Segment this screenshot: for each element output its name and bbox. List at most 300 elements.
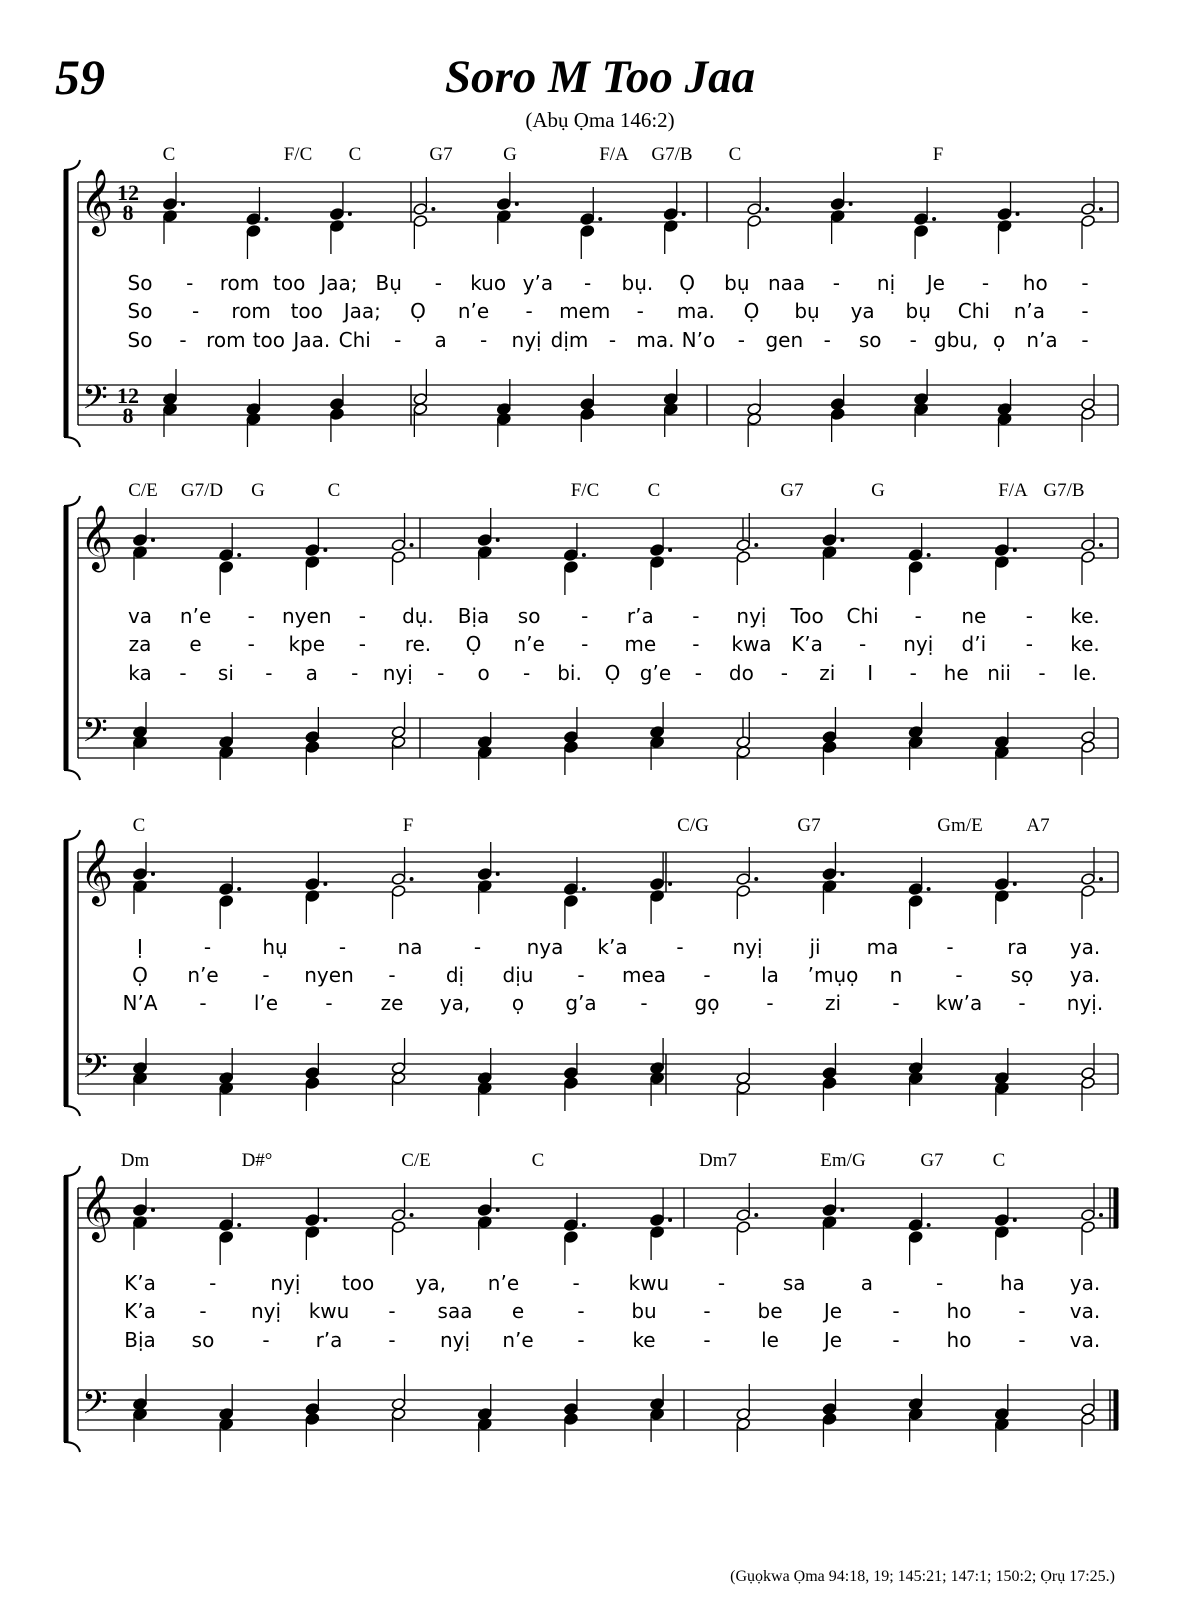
- note-head: [564, 1231, 579, 1244]
- chord-symbol: C/G: [677, 815, 709, 836]
- lyric-syllable: -: [265, 661, 273, 685]
- lyric-syllable: n’e: [179, 604, 212, 628]
- chord-symbol: Dm7: [699, 1150, 737, 1171]
- lyric-syllable: -: [247, 632, 255, 656]
- lyric-syllable: -: [358, 604, 366, 628]
- lyric-syllable: bụ: [794, 299, 820, 323]
- lyric-syllable: -: [577, 1328, 585, 1352]
- note-head: [305, 741, 320, 754]
- lyric-syllable: too: [341, 1271, 375, 1295]
- note-head: [1081, 741, 1096, 754]
- note-head: [1081, 1221, 1096, 1234]
- lyric-syllable: -: [1025, 632, 1034, 656]
- note-head: [747, 203, 762, 216]
- lyric-syllable: k’a: [597, 935, 628, 959]
- dot: [323, 882, 327, 886]
- lyric-syllable: -: [946, 935, 954, 959]
- note-head: [994, 878, 1009, 891]
- note-head: [650, 544, 665, 557]
- note-head: [564, 883, 579, 896]
- lyric-syllable: -: [892, 991, 900, 1015]
- lyric-syllable: -: [608, 328, 617, 352]
- lyric-syllable: -: [1025, 604, 1034, 628]
- time-signature-top: 12: [117, 383, 139, 408]
- lyric-syllable: -: [892, 1328, 900, 1352]
- lyric-syllable: K’a: [124, 1271, 156, 1295]
- dot: [151, 538, 155, 542]
- lyric-syllable: -: [437, 661, 445, 685]
- lyric-syllable: bu: [631, 1299, 657, 1323]
- lyric-syllable: ya: [850, 299, 875, 323]
- lyric-syllable: -: [179, 328, 187, 352]
- dot: [1099, 207, 1103, 211]
- note-head: [822, 1204, 837, 1217]
- lyric-syllable: -: [955, 963, 963, 987]
- note-head: [305, 1077, 320, 1090]
- chord-symbol: G7: [429, 144, 453, 165]
- dot: [237, 553, 241, 557]
- note-head: [246, 213, 261, 226]
- lyric-syllable: a: [434, 328, 447, 352]
- lyric-syllable: kwu: [308, 1299, 350, 1323]
- lyric-syllable: mem: [559, 299, 611, 323]
- lyric-syllable: Jaa.: [293, 328, 331, 352]
- lyric-syllable: kuo: [470, 271, 507, 295]
- dot: [668, 882, 672, 886]
- bracket-hook: [64, 1442, 80, 1452]
- note-head: [580, 225, 595, 238]
- lyric-syllable: rom: [231, 299, 271, 323]
- dot: [496, 538, 500, 542]
- lyric-syllable: -: [676, 935, 684, 959]
- note-head: [736, 873, 751, 886]
- lyric-syllable: o: [477, 661, 490, 685]
- lyric-syllable: -: [480, 328, 488, 352]
- note-head: [477, 534, 492, 547]
- note-head: [133, 1204, 148, 1217]
- system-2: [64, 480, 1118, 780]
- dot: [927, 553, 931, 557]
- lyric-syllable: -: [572, 1271, 580, 1295]
- note-head: [663, 208, 678, 221]
- lyric-syllable: ho: [1022, 271, 1048, 295]
- lyric-syllable: bụ: [724, 271, 750, 295]
- note-head: [736, 539, 751, 552]
- note-head: [914, 213, 929, 226]
- lyric-syllable: So: [127, 328, 153, 352]
- lyric-syllable: ji: [809, 935, 821, 959]
- note-head: [650, 878, 665, 891]
- dot: [932, 217, 936, 221]
- lyric-syllable: nyen: [304, 963, 354, 987]
- dot: [927, 887, 931, 891]
- note-head: [391, 539, 406, 552]
- dot: [348, 212, 352, 216]
- lyric-syllable: -: [703, 963, 711, 987]
- note-head: [997, 208, 1012, 221]
- lyric-syllable: ya.: [1069, 963, 1101, 987]
- lyric-syllable: -: [1081, 299, 1089, 323]
- lyric-syllable: kwu: [628, 1271, 670, 1295]
- lyric-syllable: ya.: [1069, 935, 1101, 959]
- lyric-syllable: ho: [946, 1299, 972, 1323]
- lyric-syllable: la: [761, 963, 779, 987]
- lyric-syllable: -: [909, 328, 917, 352]
- lyric-syllable: be: [757, 1299, 783, 1323]
- time-signature-bottom: 8: [122, 403, 134, 428]
- system-3: [64, 815, 1118, 1116]
- note-head: [908, 895, 923, 908]
- dot: [598, 217, 602, 221]
- lyric-syllable: -: [703, 1328, 711, 1352]
- lyric-syllable: n’e: [457, 299, 490, 323]
- chord-symbol: G: [871, 480, 885, 501]
- lyric-syllable: Ị: [137, 935, 143, 959]
- lyric-syllable: -: [203, 935, 212, 959]
- dot: [754, 1213, 758, 1217]
- note-head: [580, 213, 595, 226]
- note-head: [330, 408, 345, 421]
- note-head: [822, 1077, 837, 1090]
- lyric-syllable: -: [1018, 991, 1026, 1015]
- lyric-syllable: -: [1018, 1328, 1026, 1352]
- lyric-syllable: Bịa: [124, 1328, 156, 1352]
- chord-symbol: Gm/E: [937, 815, 983, 836]
- note-head: [391, 873, 406, 886]
- lyric-syllable: ma: [866, 935, 899, 959]
- dot: [264, 217, 268, 221]
- lyric-syllable: Ọ: [132, 963, 148, 987]
- note-head: [305, 1214, 320, 1227]
- note-head: [1081, 539, 1096, 552]
- note-head: [477, 1204, 492, 1217]
- bass-clef-icon: 𝄢: [82, 712, 108, 758]
- note-head: [908, 1231, 923, 1244]
- note-head: [564, 741, 579, 754]
- dot: [151, 872, 155, 876]
- chord-symbol: G7: [780, 480, 804, 501]
- lyric-syllable: l’e: [253, 991, 279, 1015]
- dot: [1013, 548, 1017, 552]
- lyric-syllable: Chi: [957, 299, 990, 323]
- lyric-syllable: so: [517, 604, 541, 628]
- lyric-syllable: nyị.: [1066, 991, 1104, 1015]
- note-head: [908, 549, 923, 562]
- lyric-syllable: -: [981, 271, 990, 295]
- note-head: [391, 1209, 406, 1222]
- lyric-syllable: -: [1018, 1299, 1026, 1323]
- treble-clef-icon: 𝄞: [80, 839, 114, 904]
- chord-symbol: G7: [920, 1150, 944, 1171]
- lyric-syllable: g’e: [639, 661, 672, 685]
- chord-symbol: Em/G: [820, 1150, 866, 1171]
- lyric-syllable: so: [191, 1328, 215, 1352]
- dot: [927, 1223, 931, 1227]
- lyric-syllable: Je: [823, 1299, 843, 1323]
- note-head: [413, 203, 428, 216]
- lyric-syllable: -: [577, 963, 585, 987]
- bracket-hook: [64, 437, 80, 447]
- lyric-syllable: rom: [219, 271, 260, 295]
- lyric-syllable: sa: [782, 1271, 806, 1295]
- dot: [151, 1208, 155, 1212]
- note-head: [391, 885, 406, 898]
- lyric-syllable: -: [584, 271, 592, 295]
- note-head: [830, 408, 845, 421]
- lyric-syllable: bụ: [905, 299, 931, 323]
- note-head: [747, 215, 762, 228]
- note-head: [1081, 203, 1096, 216]
- lyric-syllable: nyị: [732, 935, 763, 959]
- lyric-syllable: ọ: [511, 991, 525, 1015]
- dot: [1013, 1218, 1017, 1222]
- lyric-syllable: -: [694, 661, 703, 685]
- lyric-syllable: n’e: [502, 1328, 534, 1352]
- lyric-syllable: hụ: [262, 935, 288, 959]
- note-head: [908, 561, 923, 574]
- chord-symbol: G7: [797, 815, 821, 836]
- note-head: [219, 883, 234, 896]
- chord-symbol: C: [327, 480, 341, 501]
- lyric-syllable: va: [127, 604, 153, 628]
- lyric-syllable: zi: [819, 661, 836, 685]
- lyric-syllable: -: [351, 661, 359, 685]
- lyric-syllable: ne: [961, 604, 987, 628]
- lyric-syllable: -: [780, 661, 788, 685]
- lyric-syllable: dị: [445, 963, 465, 987]
- chord-symbol: F/A: [998, 480, 1028, 501]
- lyric-syllable: -: [581, 632, 589, 656]
- lyric-syllable: ma.: [676, 299, 715, 323]
- lyric-syllable: na: [397, 935, 423, 959]
- lyric-syllable: So: [127, 271, 153, 295]
- lyric-syllable: nị: [876, 271, 896, 295]
- note-head: [822, 741, 837, 754]
- note-head: [580, 408, 595, 421]
- lyric-syllable: nyị: [736, 604, 767, 628]
- lyric-syllable: -: [1081, 328, 1089, 352]
- lyric-syllable: -: [692, 604, 700, 628]
- lyric-syllable: ke.: [1070, 632, 1100, 656]
- chord-symbol: C: [132, 815, 146, 836]
- chord-symbol: F/C: [283, 144, 313, 165]
- bass-clef-icon: 𝄢: [82, 1384, 108, 1430]
- lyric-syllable: -: [473, 935, 482, 959]
- lyric-syllable: le.: [1072, 661, 1098, 685]
- note-head: [1081, 885, 1096, 898]
- chord-symbol: C/E: [128, 480, 158, 501]
- lyric-syllable: n’a: [1013, 299, 1046, 323]
- lyric-syllable: a: [860, 1271, 874, 1295]
- lyric-syllable: Ọ: [410, 299, 426, 323]
- time-signature-top: 12: [117, 180, 139, 205]
- lyric-syllable: -: [199, 991, 207, 1015]
- chord-symbol: C: [531, 1150, 545, 1171]
- lyric-syllable: -: [703, 1299, 711, 1323]
- note-head: [736, 1209, 751, 1222]
- lyric-syllable: me: [624, 632, 657, 656]
- note-head: [133, 534, 148, 547]
- lyric-syllable: nyị: [250, 1299, 282, 1323]
- lyric-syllable: I: [867, 661, 874, 685]
- dot: [765, 207, 769, 211]
- lyric-syllable: y’a: [522, 271, 554, 295]
- note-head: [830, 198, 845, 211]
- chord-symbol: G: [503, 144, 517, 165]
- dot: [682, 212, 686, 216]
- time-signature-bottom: 8: [122, 200, 134, 225]
- dot: [496, 1208, 500, 1212]
- dot: [1099, 877, 1103, 881]
- chord-symbol: Dm: [120, 1150, 150, 1171]
- lyric-syllable: le: [761, 1328, 779, 1352]
- note-head: [564, 895, 579, 908]
- lyric-syllable: -: [766, 991, 774, 1015]
- lyric-syllable: dịm: [550, 328, 589, 352]
- lyric-syllable: Bịa: [457, 604, 490, 628]
- lyric-syllable: -: [717, 1271, 726, 1295]
- dot: [1099, 1213, 1103, 1217]
- lyric-syllable: -: [823, 328, 831, 352]
- note-head: [219, 895, 234, 908]
- chord-symbol: F/A: [599, 144, 629, 165]
- note-head: [391, 551, 406, 564]
- dot: [431, 207, 435, 211]
- lyric-syllable: -: [434, 271, 443, 295]
- note-head: [822, 868, 837, 881]
- lyric-syllable: -: [640, 991, 648, 1015]
- lyric-syllable: nyen: [282, 604, 332, 628]
- note-head: [650, 1214, 665, 1227]
- note-head: [1081, 215, 1096, 228]
- scripture-reference: (Abụ Ọma 146:2): [525, 108, 675, 132]
- lyric-syllable: ya,: [439, 991, 471, 1015]
- dot: [582, 887, 586, 891]
- lyric-syllable: -: [388, 963, 396, 987]
- lyric-syllable: he: [943, 661, 969, 685]
- note-head: [736, 1221, 751, 1234]
- lyric-syllable: -: [522, 661, 531, 685]
- note-head: [305, 878, 320, 891]
- note-head: [219, 561, 234, 574]
- lyric-syllable: e: [511, 1299, 525, 1323]
- lyric-syllable: dụ.: [402, 604, 434, 628]
- lyric-syllable: ha: [999, 1271, 1025, 1295]
- chord-symbol: F/C: [570, 480, 600, 501]
- lyric-syllable: n’e: [487, 1271, 520, 1295]
- note-head: [908, 883, 923, 896]
- chord-symbol: G7/B: [651, 144, 693, 165]
- lyric-syllable: va.: [1069, 1299, 1101, 1323]
- note-head: [994, 1214, 1009, 1227]
- lyric-syllable: va.: [1069, 1328, 1101, 1352]
- chord-symbol: C: [728, 144, 742, 165]
- lyric-syllable: Je: [823, 1328, 843, 1352]
- note-head: [219, 1219, 234, 1232]
- chord-symbol: F: [932, 144, 944, 165]
- lyric-syllable: too: [273, 271, 306, 295]
- dot: [1013, 882, 1017, 886]
- lyric-syllable: Ọ: [465, 632, 482, 656]
- lyric-syllable: Chi: [338, 328, 371, 352]
- lyric-syllable: g’a: [565, 991, 597, 1015]
- lyric-syllable: kpe: [288, 632, 326, 656]
- lyric-syllable: Jaa;: [320, 271, 358, 295]
- dot: [582, 553, 586, 557]
- bass-clef-icon: 𝄢: [82, 1048, 108, 1094]
- lyric-syllable: N’o: [681, 328, 716, 352]
- lyric-syllable: -: [325, 991, 333, 1015]
- chord-symbol: C: [162, 144, 176, 165]
- lyric-syllable: nya: [526, 935, 564, 959]
- lyric-syllable: K’a: [791, 632, 823, 656]
- lyric-syllable: ọ: [992, 328, 1006, 352]
- note-head: [1081, 408, 1096, 421]
- dot: [840, 872, 844, 876]
- lyric-syllable: kwa: [731, 632, 772, 656]
- lyric-syllable: ke: [632, 1328, 656, 1352]
- note-head: [564, 549, 579, 562]
- dot: [323, 1218, 327, 1222]
- treble-clef-icon: 𝄞: [80, 505, 114, 570]
- lyric-syllable: Jaa;: [343, 299, 381, 323]
- system-1: [64, 144, 1118, 447]
- lyric-syllable: -: [1038, 661, 1046, 685]
- lyric-syllable: si: [217, 661, 234, 685]
- dot: [840, 1208, 844, 1212]
- lyric-syllable: -: [1081, 271, 1089, 295]
- lyric-syllable: -: [262, 1328, 270, 1352]
- lyric-syllable: za: [128, 632, 152, 656]
- lyric-syllable: Bụ: [375, 271, 402, 295]
- lyric-syllable: ra: [1007, 935, 1028, 959]
- lyric-syllable: gọ: [694, 991, 720, 1015]
- lyric-syllable: nyị: [511, 328, 542, 352]
- note-head: [564, 1219, 579, 1232]
- lyric-syllable: -: [525, 299, 533, 323]
- dot: [410, 877, 414, 881]
- lyric-syllable: ya,: [415, 1271, 446, 1295]
- lyric-syllable: Too: [790, 604, 824, 628]
- treble-clef-icon: 𝄞: [80, 169, 114, 234]
- lyric-syllable: -: [209, 1271, 217, 1295]
- lyric-syllable: ke.: [1070, 604, 1100, 628]
- note-head: [822, 1413, 837, 1426]
- note-head: [994, 544, 1009, 557]
- note-head: [1081, 873, 1096, 886]
- note-head: [1081, 1413, 1096, 1426]
- bracket-hook: [64, 830, 80, 840]
- lyric-syllable: Ọ: [604, 661, 621, 685]
- lyric-syllable: N’A: [122, 991, 158, 1015]
- system-4: [64, 1150, 1118, 1452]
- dot: [849, 202, 853, 206]
- lyric-syllable: mea: [621, 963, 667, 987]
- note-head: [391, 1221, 406, 1234]
- bracket-hook: [64, 160, 80, 170]
- lyric-syllable: n: [889, 963, 903, 987]
- lyric-syllable: so: [858, 328, 882, 352]
- lyric-syllable: nii: [987, 661, 1011, 685]
- note-head: [822, 534, 837, 547]
- note-head: [496, 198, 511, 211]
- chord-symbol: C: [647, 480, 661, 501]
- lyric-syllable: -: [859, 632, 867, 656]
- lyric-syllable: zi: [824, 991, 842, 1015]
- lyric-syllable: e: [189, 632, 202, 656]
- note-head: [564, 1077, 579, 1090]
- dot: [668, 548, 672, 552]
